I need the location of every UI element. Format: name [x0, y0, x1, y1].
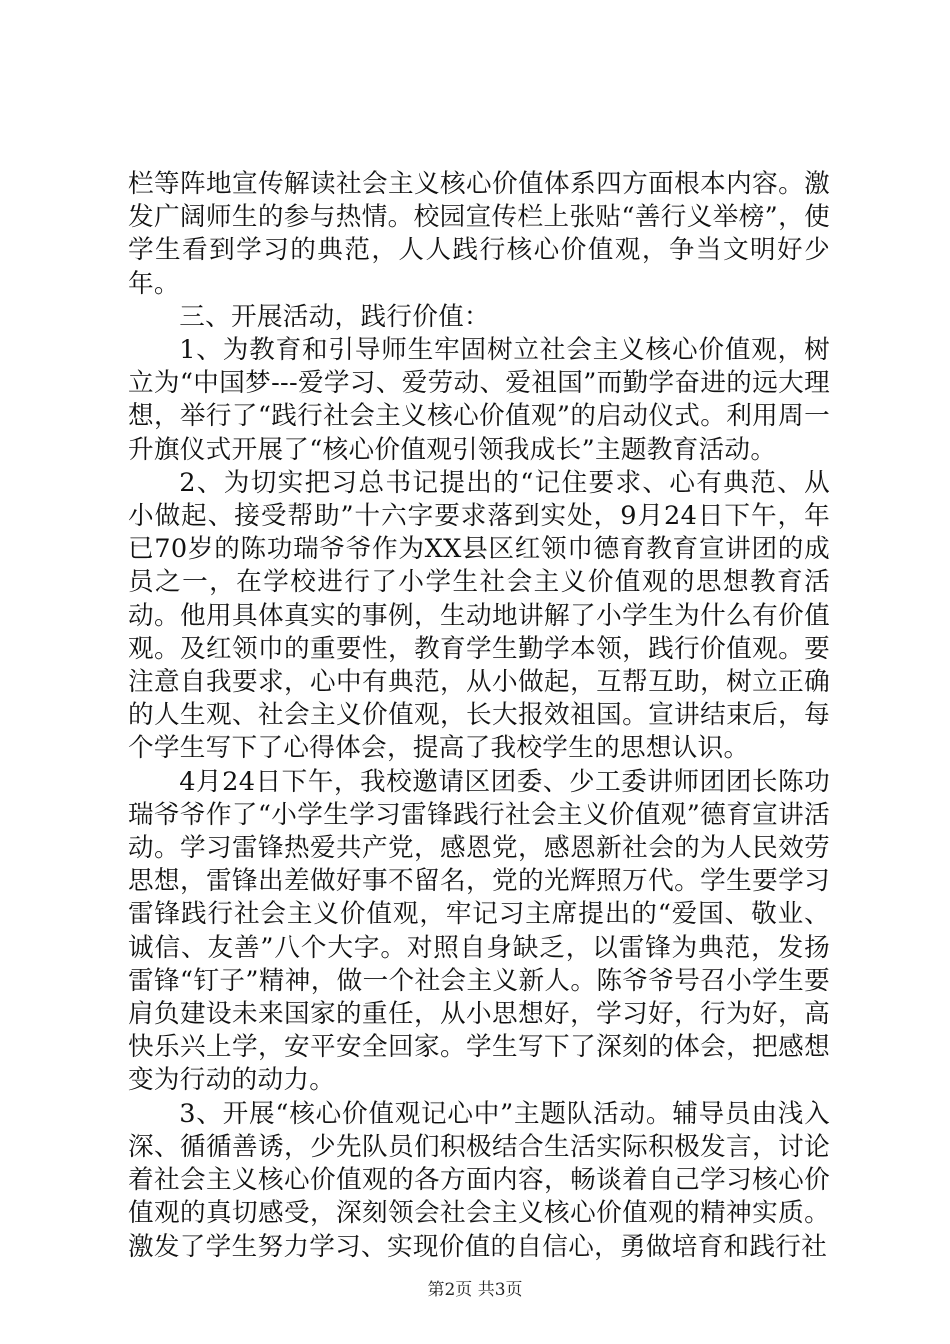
section-heading: 三、开展活动，践行价值：	[179, 301, 490, 332]
paragraph-item-2: 2、为切实把习总书记提出的“记住要求、心有典范、从小做起、接受帮助”十六字要求落到实处，9月24日下午，年已70岁的陈功瑞爷爷作为XX县区红领巾德育教育宣讲团的成员之一，在学校进行了小学生社会主义价值观的思想教育活动。他用具体真实的事例，生动地讲解了小学生为什么有价值观。及红领巾的重要性，教育学生勤学本领，践行价值观。要注意自我要求，心中有典范，从小做起，互帮互助，树立正确的人生观、社会主义价值观，长大报效祖国。宣讲结束后，每个学生写下了心得体会，提高了我校学生的思想认识。	[128, 467, 830, 764]
paragraph-continuation: 栏等阵地宣传解读社会主义核心价值体系四方面根本内容。激发广阔师生的参与热情。校园宣传栏上张贴“善行义举榜”，使学生看到学习的典范，人人践行核心价值观，争当文明好少年。	[128, 169, 830, 299]
page-number-footer: 第2页 共3页	[427, 1280, 523, 1300]
paragraph-april-event: 4月24日下午，我校邀请区团委、少工委讲师团团长陈功瑞爷爷作了“小学生学习雷锋践行社会主义价值观”德育宣讲活动。学习雷锋热爱共产党，感恩党，感恩新社会的为人民效劳思想，雷锋出差做好事不留名，党的光辉照万代。学生要学习雷锋践行社会主义价值观，牢记习主席提出的“爱国、敬业、诚信、友善”八个大字。对照自身缺乏，以雷锋为典范，发扬雷锋“钉子”精神，做一个社会主义新人。陈爷爷号召小学生要肩负建设未来国家的重任，从小思想好，学习好，行为好，高快乐兴上学，安平安全回家。学生写下了深刻的体会，把感想变为行动的动力。	[128, 766, 830, 1096]
paragraph-item-3: 3、开展“核心价值观记心中”主题队活动。辅导员由浅入深、循循善诱，少先队员们积极结合生活实际积极发言，讨论着社会主义核心价值观的各方面内容，畅谈着自己学习核心价值观的真切感受，深刻领会社会主义核心价值观的精神实质。激发了学生努力学习、实现价值的自信心，勇做培育和践行社	[128, 1098, 830, 1262]
paragraph-item-1: 1、为教育和引导师生牢固树立社会主义核心价值观，树立为“中国梦---爱学习、爱劳动、爱祖国”而勤学奋进的远大理想，举行了“践行社会主义核心价值观”的启动仪式。利用周一升旗仪式开展了“核心价值观引领我成长”主题教育活动。	[128, 335, 830, 465]
document-body	[128, 168, 830, 1264]
